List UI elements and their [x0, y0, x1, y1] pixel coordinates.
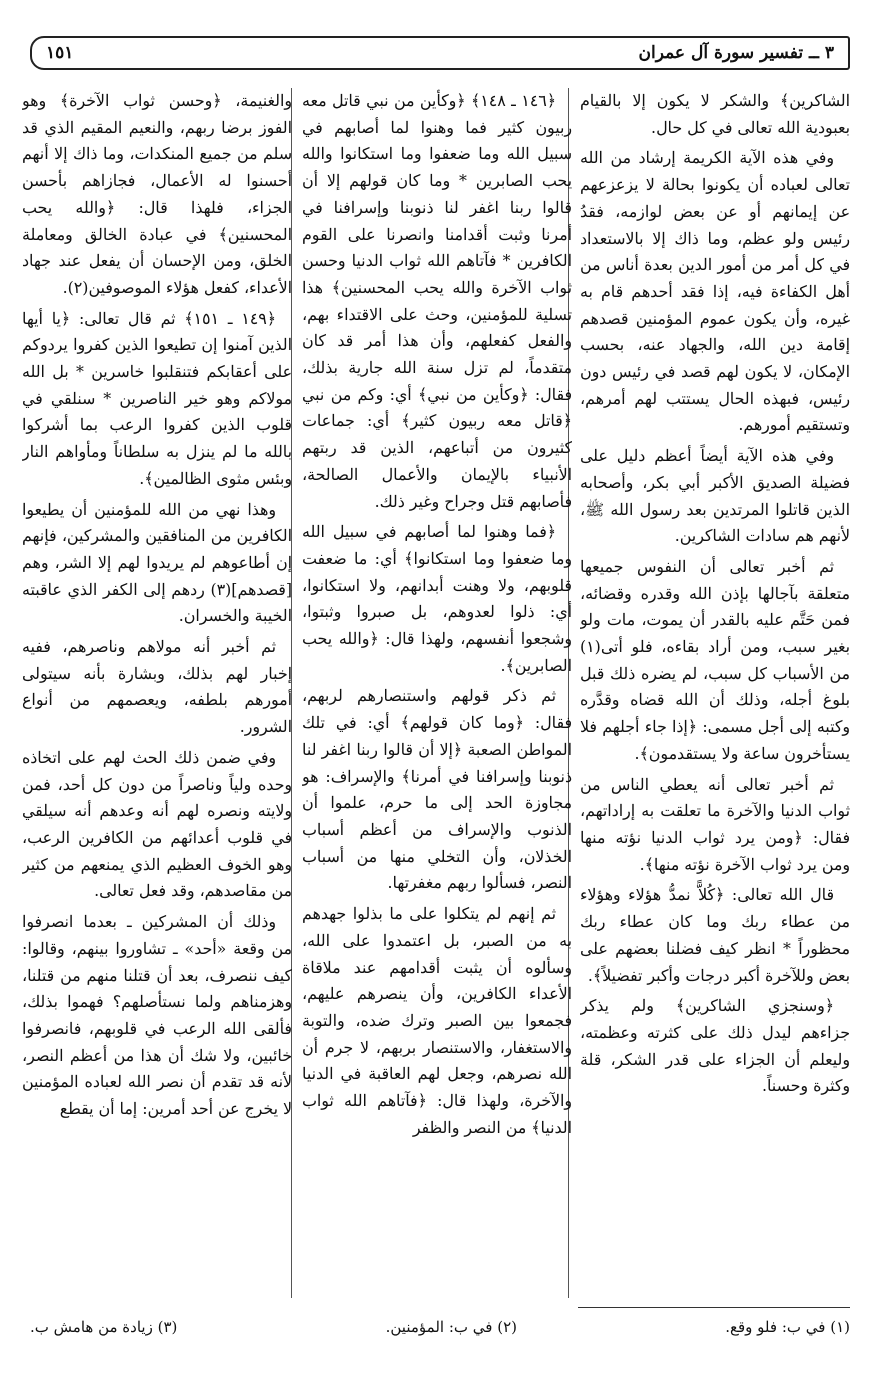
column-left — [22, 88, 292, 1300]
paragraph: ثم ذكر قولهم واستنصارهم لربهم، فقال: ﴿وما كان قولهم﴾ أي: في تلك المواطن الصعبة ﴿إلا أن قالوا ربنا اغفر لنا ذنوبنا وإسرافنا في أمرنا﴾ والإسراف: هو مجاوزة الحد إلى ما حرم، علموا أن الذنوب والإسراف من أعظم أسباب الخذلان، وأن التخلي منها من أسباب النصر، فسألوا ربهم مغفرتها. — [302, 686, 572, 893]
paragraph: ثم أخبر أنه مولاهم وناصرهم، ففيه إخبار لهم بذلك، وبشارة بأنه سيتولى أمورهم بلطفه، ويعصمهم من أنواع الشرور. — [22, 637, 292, 737]
paragraph: وذلك أن المشركين ـ بعدما انصرفوا من وقعة «أحد» ـ تشاوروا بينهم، وقالوا: كيف ننصرف، بعد أن قتلنا منهم من قتلنا، وهزمناهم ولما نستأصلهم؟ فهموا بذلك، فألقى الله الرعب في قلوبهم، فانصرفوا خائبين، ولا شك أن هذا من أعظم النصر، لأنه قد تقدم أن نصر الله لعباده المؤمنين لا يخرج عن أحد أمرين: إما أن يقطع — [22, 912, 292, 1119]
paragraph: قال الله تعالى: ﴿كُلاًّ نمدُّ هؤلاء وهؤلاء من عطاء ربك وما كان عطاء ربك محظوراً * انظر كيف فضلنا بعضهم على بعض وللآخرة أكبر درجات وأكبر تفضيلاً﴾. — [580, 885, 850, 985]
running-header — [30, 36, 850, 70]
paragraph: وفي هذه الآية أيضاً أعظم دليل على فضيلة الصديق الأكبر أبي بكر، وأصحابه الذين قاتلوا المرتدين بعد رسول الله ﷺ، لأنهم هم سادات الشاكرين. — [580, 446, 850, 546]
paragraph: وفي ضمن ذلك الحث لهم على اتخاذه وحده ولياً وناصراً من دون كل أحد، فمن ولايته ونصره لهم أنه وعدهم أنه سيلقي في قلوب أعدائهم من الكافرين الرعب، وهو الخوف العظيم الذي يمنعهم من كثير من مقاصدهم، وقد فعل تعالى. — [22, 747, 292, 901]
paragraph: ﴿١٤٩ ـ ١٥١﴾ ثم قال تعالى: ﴿يا أيها الذين آمنوا إن تطيعوا الذين كفروا يردوكم على أعقابكم فتنقلبوا خاسرين * بل الله مولاكم وهو خير الناصرين * سنلقي في قلوب الذين كفروا الرعب بما أشركوا بالله ما لم ينزل به سلطاناً ومأواهم النار وبئس مثوى الظالمين﴾. — [22, 308, 292, 488]
page-number: ١٥١ — [46, 43, 74, 63]
column-middle — [302, 88, 572, 1300]
paragraph: ثم أخبر تعالى أن النفوس جميعها متعلقة بآجالها بإذن الله وقدره وقضائه، فمن حَتَّم عليه بالقدر أن يموت، مات ولو بغير سبب، ومن أراد بقاءه، فلو أتى(١) من الأسباب كل سبب، لم يضره ذلك قبل بلوغ أجله، وذلك أن الله قضاه وقدَّره وكتبه إلى أجل مسمى: ﴿إذا جاء أجلهم فلا يستأخرون ساعة ولا يستقدمون﴾. — [580, 556, 850, 763]
chapter-title: ٣ ــ تفسير سورة آل عمران — [638, 43, 834, 63]
column-right — [580, 88, 850, 1300]
paragraph: وهذا نهي من الله للمؤمنين أن يطيعوا الكافرين من المنافقين والمشركين، فإنهم إن أطاعوهم لم يريدوا لهم إلا الشر، وهم [قصدهم](٣) ردهم إلى الكفر الذي عاقبته الخيبة والخسران. — [22, 499, 292, 626]
footnotes — [30, 1318, 850, 1348]
paragraph: ﴿١٤٦ ـ ١٤٨﴾ ﴿وكأين من نبي قاتل معه ربيون كثير فما وهنوا لما أصابهم في سبيل الله وما ضعفوا وما استكانوا والله يحب الصابرين * وما كان قولهم إلا أن قالوا ربنا اغفر لنا ذنوبنا وإسرافنا في أمرنا وثبت أقدامنا وانصرنا على القوم الكافرين * فآتاهم الله ثواب الدنيا وحسن ثواب الآخرة والله يحب المحسنين﴾ هذا تسلية للمؤمنين، وحث على الاقتداء بهم، والفعل كفعلهم، وأن هذا أمر قد كان متقدماً، لم تزل سنة الله جارية بذلك، فقال: ﴿وكأين من نبي﴾ أي: وكم من نبي ﴿قاتل معه ربيون كثير﴾ أي: جماعات كثيرون من أتباعهم، الذين قد ربتهم الأنبياء بالإيمان والأعمال الصالحة، فأصابهم قتل وجراح وغير ذلك. — [302, 91, 572, 511]
footnote-rule — [578, 1307, 850, 1308]
paragraph: ثم أخبر تعالى أنه يعطي الناس من ثواب الدنيا والآخرة ما تعلقت به إراداتهم، فقال: ﴿ومن يرد ثواب الدنيا نؤته منها ومن يرد ثواب الآخرة نؤته منها﴾. — [580, 774, 850, 874]
footnote-3: (٣) زيادة من هامش ب. — [30, 1318, 178, 1336]
footnote-1: (١) في ب: فلو وقع. — [725, 1318, 850, 1336]
paragraph: وفي هذه الآية الكريمة إرشاد من الله تعالى لعباده أن يكونوا بحالة لا يزعزعهم عن إيمانهم أو عن بعض لوازمه، فقدُ رئيس ولو عظم، وما ذاك إلا بالاستعداد في كل أمر من أمور الدين بعدة أناس من أهل الكفاءة فيه، إذا فقد أحدهم قام به غيره، وأن يكون عموم المؤمنين قصدهم إقامة دين الله، والجهاد عنه، بحسب الإمكان، لا يكون لهم قصد في رئيس دون رئيس، فبهذه الحال يستتب لهم أمرهم، وتستقيم أمورهم. — [580, 148, 850, 435]
paragraph: والغنيمة، ﴿وحسن ثواب الآخرة﴾ وهو الفوز برضا ربهم، والنعيم المقيم الذي قد سلم من جميع المنكدات، وما ذاك إلا أنهم أحسنوا له الأعمال، فجازاهم بأحسن الجزاء، فلهذا قال: ﴿والله يحب المحسنين﴾ في عبادة الخالق ومعاملة الخلق، ومن الإحسان أن يفعل عند جهاد الأعداء، كفعل هؤلاء الموصوفين(٢). — [22, 91, 292, 297]
paragraph: الشاكرين﴾ والشكر لا يكون إلا بالقيام بعبودية الله تعالى في كل حال. — [580, 91, 850, 137]
paragraph: ﴿وسنجزي الشاكرين﴾ ولم يذكر جزاءهم ليدل ذلك على كثرته وعظمته، وليعلم أن الجزاء على قدر الشكر، قلة وكثرة وحسناً. — [580, 996, 850, 1096]
paragraph: ﴿فما وهنوا لما أصابهم في سبيل الله وما ضعفوا وما استكانوا﴾ أي: ما ضعفت قلوبهم، ولا وهنت أبدانهم، ولا استكانوا، أي: ذلوا لعدوهم، بل صبروا وثبتوا، وشجعوا أنفسهم، ولهذا قال: ﴿والله يحب الصابرين﴾. — [302, 522, 572, 675]
paragraph: ثم إنهم لم يتكلوا على ما بذلوا جهدهم به من الصبر، بل اعتمدوا على الله، وسألوه أن يثبت أقدامهم عند ملاقاة الأعداء الكافرين، وأن ينصرهم عليهم، فجمعوا بين الصبر وترك ضده، والتوبة والاستغفار، والاستنصار بربهم، لا جرم أن الله نصرهم، وجعل لهم العاقبة في الدنيا والآخرة، ولهذا قال: ﴿فآتاهم الله ثواب الدنيا﴾ من النصر والظفر — [302, 904, 572, 1137]
footnote-2: (٢) في ب: المؤمنين. — [385, 1318, 517, 1336]
